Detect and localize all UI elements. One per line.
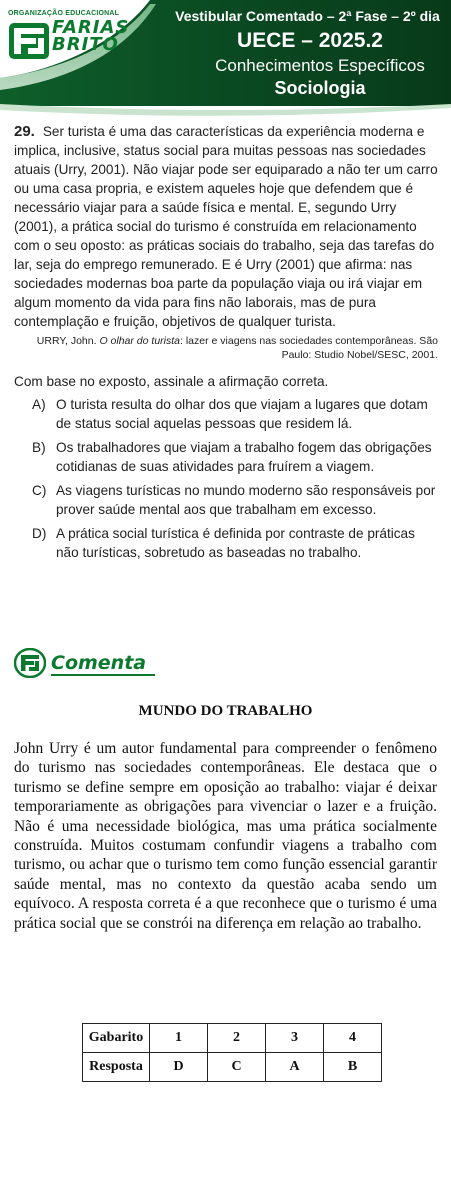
table-cell: 2 — [208, 1024, 266, 1053]
table-cell: A — [266, 1053, 324, 1082]
table-row — [83, 1053, 382, 1082]
table-cell: C — [208, 1053, 266, 1082]
option-a — [14, 395, 438, 433]
citation — [14, 334, 438, 362]
comment-text: John Urry é um autor fundamental para compreender o fenômeno do turismo nas sociedades contemporâneas. Ele destaca que o turismo se define sempre em oposição ao trabalho: viajar é deixar temporariamente as obrigações para vivenciar o lazer e a fruição. Não é uma necessidade biológica, mas uma prática socialmente construída. Muitos costumam confundir viagens a trabalho com turismo, ou achar que o turismo tem como função essencial garantir saúde mental, mas no contexto da questão acaba sendo um equívoco. A resposta correta é a que reconhece que o turismo é uma prática social que se constrói na diferença em relação ao trabalho. — [14, 740, 437, 932]
citation-author: URRY, John. — [36, 335, 100, 347]
option-letter: C) — [32, 483, 47, 498]
table-cell: 1 — [150, 1024, 208, 1053]
fb-circle-logo-icon — [14, 648, 46, 678]
answer-table — [82, 1023, 382, 1082]
option-text: O turista resulta do olhar dos que viajam a lugares que dotam de status social aquelas pessoas que residem lá. — [56, 397, 428, 431]
option-letter: B) — [32, 440, 46, 455]
table-cell: B — [324, 1053, 382, 1082]
option-text: A prática social turística é definida por contraste de práticas não turísticas, sobretudo as baseadas no trabalho. — [56, 526, 415, 560]
fb-logo-icon — [8, 22, 50, 60]
question-block — [14, 122, 438, 567]
option-text: Os trabalhadores que viajam a trabalho fogem das obrigações cotidianas de suas atividades para fruírem a viagem. — [56, 440, 432, 474]
option-d — [14, 524, 438, 562]
farias-brito-logo — [8, 10, 138, 66]
table-header-resposta: Resposta — [83, 1053, 150, 1082]
exam-subject: Sociologia — [274, 78, 366, 98]
citation-title: O olhar do turista — [99, 335, 180, 347]
logo-line1: FARIAS — [52, 17, 130, 38]
option-letter: A) — [32, 397, 46, 412]
exam-section: Conhecimentos Específicos — [215, 56, 425, 75]
table-header-gabarito: Gabarito — [83, 1024, 150, 1053]
table-cell: D — [150, 1053, 208, 1082]
logo-line2: BRITO — [52, 34, 119, 55]
logo-org-label: ORGANIZAÇÃO EDUCACIONAL — [8, 10, 120, 17]
logo-wordmark — [52, 19, 129, 53]
citation-rest: : lazer e viagens nas sociedades contemporâneas. São Paulo: Studio Nobel/SESC, 2001. — [180, 335, 438, 361]
comment-title: MUNDO DO TRABALHO — [138, 703, 313, 719]
page-header — [0, 0, 451, 118]
table-cell: 3 — [266, 1024, 324, 1053]
exam-edition: UECE – 2025.2 — [237, 29, 383, 52]
option-letter: D) — [32, 526, 47, 541]
comenta-underline — [51, 674, 155, 676]
question-statement — [14, 122, 438, 331]
option-text: As viagens turísticas no mundo moderno são responsáveis por prover saúde mental aos que trabalham em excesso. — [56, 483, 436, 517]
question-text: Ser turista é uma das características da experiência moderna e implica, inclusive, status social para muitas pessoas nas sociedades atuais (Urry, 2001). Não viajar pode ser equiparado a não ter um carro ou uma casa propria, e existem aqueles hoje que defendem que é necessário viajar para a saúde física e mental. E, segundo Urry (2001), a prática social do turismo é construída em relacionamento com o seu oposto: as práticas sociais do trabalho, seja das tarefas do lar, seja do emprego remunerado. E é Urry (2001) que afirma: nas sociedades modernas boa parte da população viaja ou irá viajar em algum momento da vida para fins não laborais, mas de pura contemplação e fruição, objetivos de qualquer turista. — [14, 124, 438, 329]
option-c — [14, 481, 438, 519]
option-b — [14, 438, 438, 476]
exam-title: Vestibular Comentado – 2ª Fase – 2º dia — [175, 8, 440, 24]
table-cell: 4 — [324, 1024, 382, 1053]
table-row — [83, 1024, 382, 1053]
options-list — [14, 395, 438, 562]
question-prompt: Com base no exposto, assinale a afirmação correta. — [14, 374, 329, 389]
comenta-label: Comenta — [51, 652, 147, 674]
question-number: 29. — [14, 123, 35, 140]
comenta-heading — [14, 648, 164, 680]
